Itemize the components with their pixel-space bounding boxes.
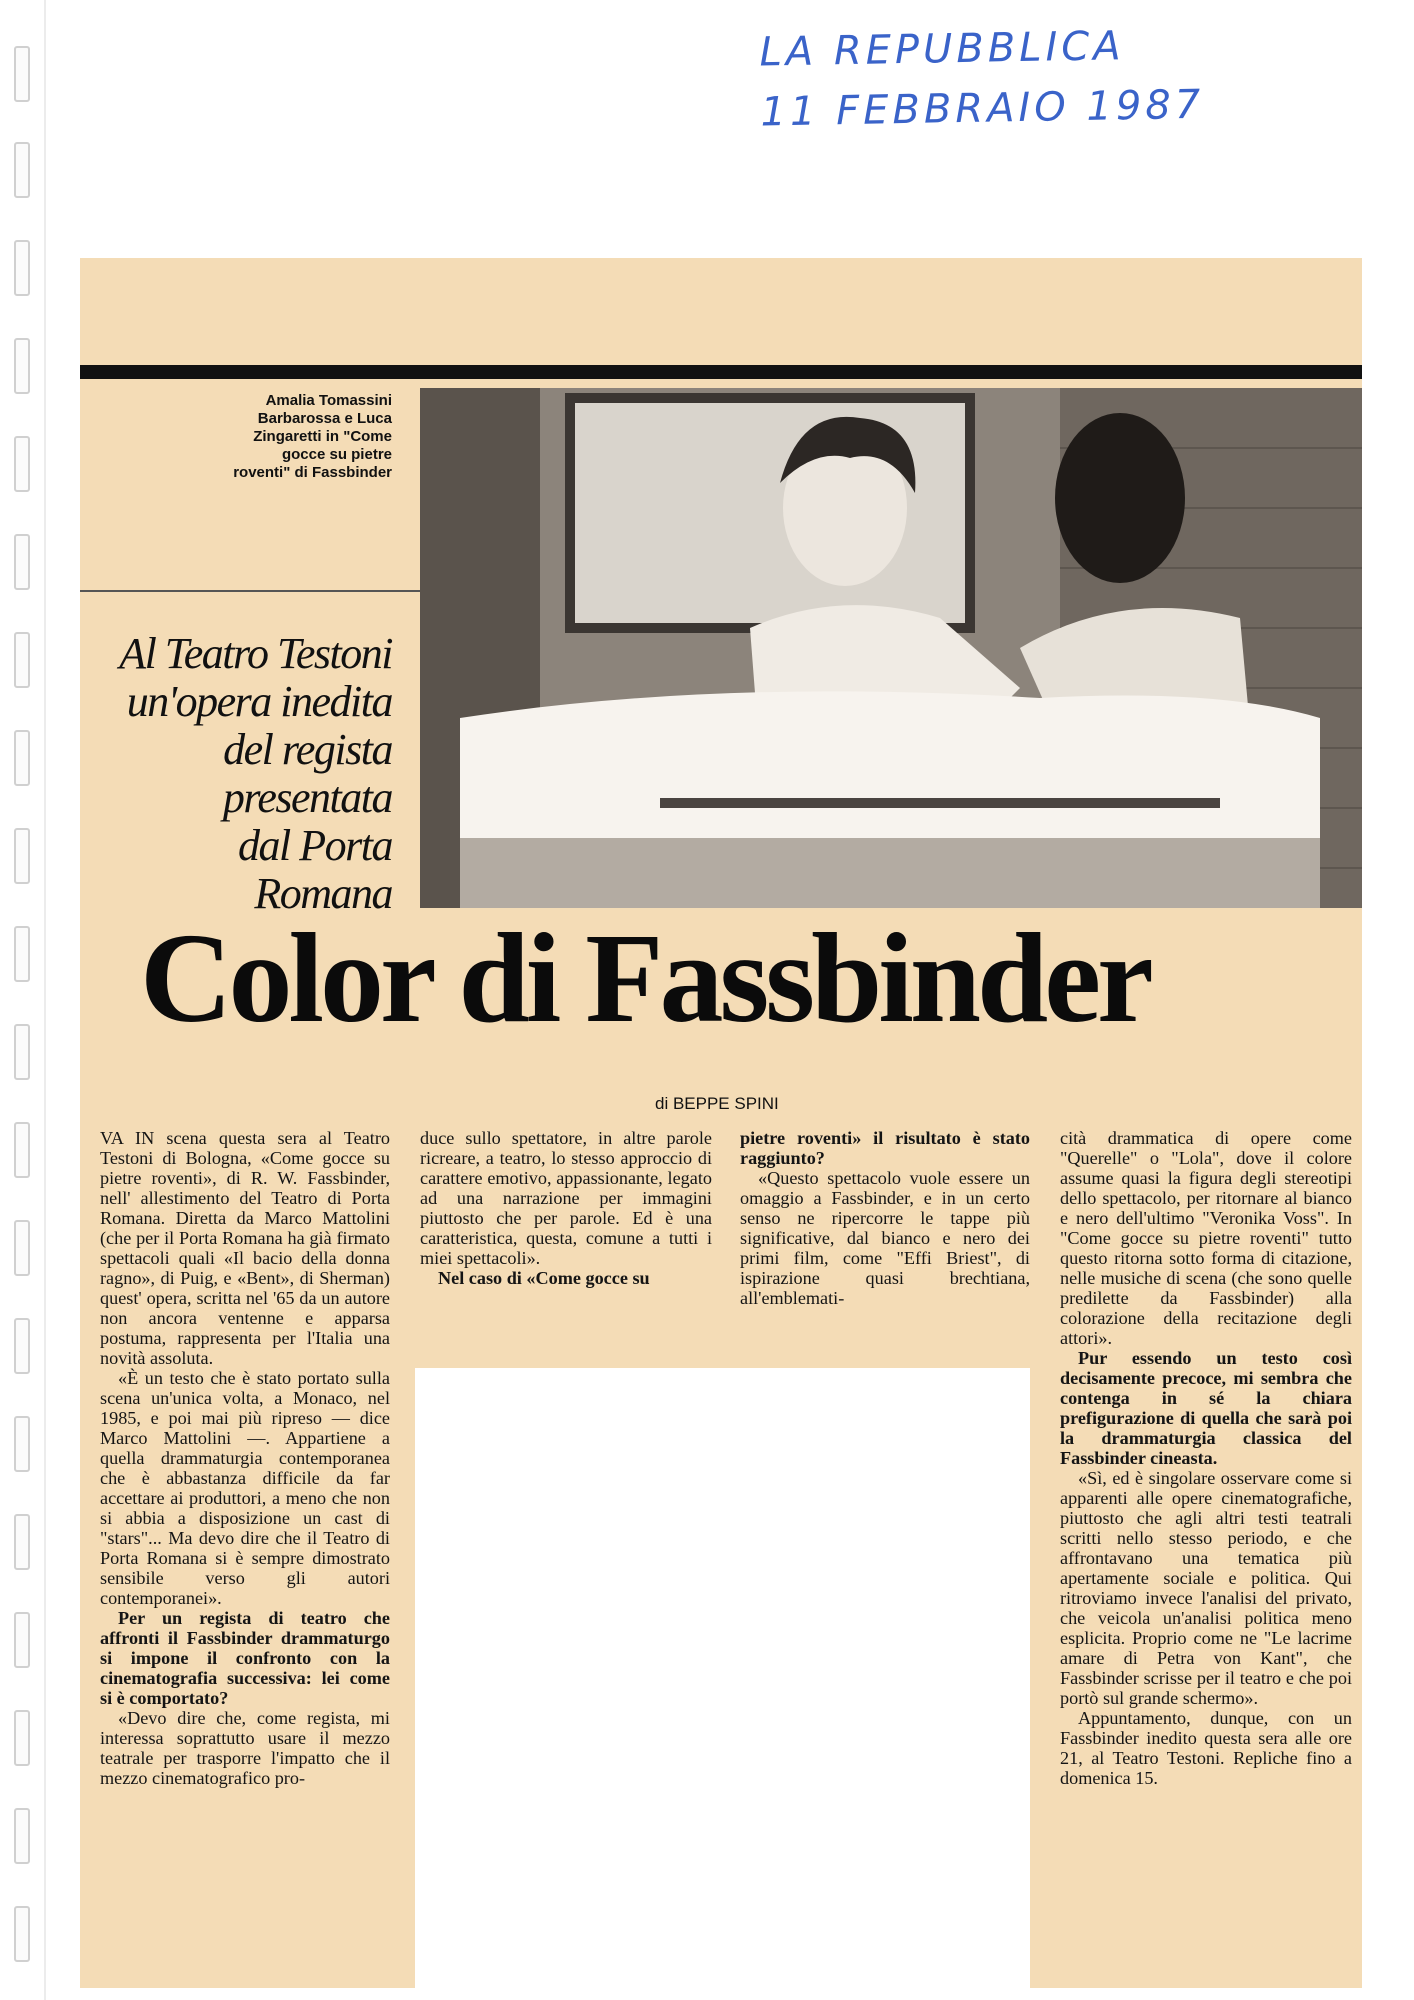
article-headline: Color di Fassbinder: [140, 907, 1150, 1049]
subhead-line: un'opera inedita: [126, 677, 392, 726]
binder-hole: [14, 1906, 30, 1962]
subhead-line: del regista: [223, 725, 392, 774]
paragraph: «È un testo che è stato portato sulla scena un'unica volta, a Monaco, nel 1985, e poi mai più ripreso — dice Marco Mattolini —. Appartiene a quella drammaturgia contemporanea che è abbastanza difficile da far accettare ai produttori, a meno che non si abbia a disposizione un cast di "stars"... Ma devo dire che il Teatro di Porta Romana si è sempre dimostrato sensibile verso gli autori contemporanei».: [100, 1368, 390, 1608]
binder-hole: [14, 1220, 30, 1276]
binder-hole: [14, 142, 30, 198]
caption-line: Amalia Tomassini: [265, 392, 392, 409]
paragraph: «Sì, ed è singolare osservare come si apparenti alle opere cinematografiche, piuttosto che agli altri testi teatrali scritti nello stesso periodo, e che affrontavano una tematica più apertamente sociale e politica. Qui ritroviamo invece l'analisi del privato, che veicola un'analisi politica meno esplicita. Proprio come ne "Le lacrime amare di Petra von Kant", che Fassbinder scrisse per il teatro e che poi portò sul grande schermo».: [1060, 1468, 1352, 1708]
paragraph: Appuntamento, dunque, con un Fassbinder inedito questa sera alle ore 21, al Teatro Testoni. Repliche fino a domenica 15.: [1060, 1708, 1352, 1788]
binder-hole: [14, 46, 30, 102]
paragraph: «Devo dire che, come regista, mi interessa soprattutto usare il mezzo teatrale per trasporre l'impatto che il mezzo cinematografico pro-: [100, 1708, 390, 1788]
stage-photo: [420, 388, 1362, 908]
handwritten-date: 11 FEBBRAIO 1987: [760, 81, 1205, 136]
binder-holes: [14, 0, 44, 2000]
binder-hole: [14, 1024, 30, 1080]
interview-question: Per un regista di teatro che affronti il Fassbinder drammaturgo si impone il confronto con la cinematografia successiva: lei come si è comportato?: [100, 1608, 390, 1708]
paragraph: VA IN scena questa sera al Teatro Testoni di Bologna, «Come gocce su pietre roventi», di R. W. Fassbinder, nell' allestimento del Teatro di Porta Romana. Diretta da Marco Mattolini (che per il Porta Romana ha già firmato spettacoli quali «Il bacio della donna ragno», di Puig, e «Bent», di Sherman) quest' opera, scritta nel '65 da un autore non ancora ventenne e apparsa postuma, rappresenta per l'Italia una novità assoluta.: [100, 1128, 390, 1368]
article-column-1: [100, 1128, 390, 1968]
binder-margin-line: [44, 0, 46, 2000]
subhead-line: Al Teatro Testoni: [119, 629, 392, 678]
photo-caption: [186, 392, 392, 482]
binder-hole: [14, 1514, 30, 1570]
paragraph: cità drammatica di opere come "Querelle" o "Lola", dove il colore assume quasi la figura degli stereotipi dello spettacolo, per ritornare al bianco e nero dell'ultimo "Veronika Voss". In "Come gocce su pietre roventi" tutto questo ritorna sotto forma di citazione, nelle musiche di scena (che sono quelle predilette da Fassbinder) alla colorazione della recitazione degli attori».: [1060, 1128, 1352, 1348]
article-column-2: [420, 1128, 712, 1348]
binder-hole: [14, 1416, 30, 1472]
article-column-4: [1060, 1128, 1352, 1968]
binder-hole: [14, 632, 30, 688]
binder-hole: [14, 240, 30, 296]
handwritten-source-note: [759, 13, 1281, 142]
binder-hole: [14, 1122, 30, 1178]
stage-photo-illustration: [420, 388, 1362, 908]
subhead-line: dal Porta Romana: [238, 821, 392, 918]
caption-rule: [80, 590, 420, 592]
subhead-line: presentata: [222, 773, 392, 822]
binder-hole: [14, 1612, 30, 1668]
binder-hole: [14, 1808, 30, 1864]
interview-question: Pur essendo un testo così decisamente precoce, mi sembra che contenga in sé la chiara prefigurazione di quella che sarà poi la drammaturgia classica del Fassbinder cineasta.: [1060, 1348, 1352, 1468]
caption-line: Zingaretti in "Come: [253, 428, 392, 445]
binder-hole: [14, 338, 30, 394]
caption-line: roventi" di Fassbinder: [233, 464, 392, 481]
paragraph: duce sullo spettatore, in altre parole ricreare, a teatro, lo stesso approccio di carattere emotivo, appassionante, legato ad una narrazione per immagini piuttosto che per parole. Ed è una caratteristica, questa, comune a tutti i miei spettacoli».: [420, 1128, 712, 1268]
interview-question: pietre roventi» il risultato è stato raggiunto?: [740, 1128, 1030, 1168]
top-rule: [80, 365, 1362, 379]
caption-line: gocce su pietre: [281, 446, 392, 463]
article-byline: di BEPPE SPINI: [655, 1094, 779, 1113]
binder-hole: [14, 436, 30, 492]
binder-hole: [14, 1710, 30, 1766]
article-subhead: [92, 630, 392, 918]
handwritten-newspaper-name: LA REPUBBLICA: [759, 23, 1125, 76]
binder-hole: [14, 730, 30, 786]
paragraph: «Questo spettacolo vuole essere un omaggio a Fassbinder, e in un certo senso ne ripercorre le tappe più significative, dal bianco e nero dei primi film, come "Effi Briest", di ispirazione quasi brechtiana, all'emblemati-: [740, 1168, 1030, 1308]
binder-hole: [14, 926, 30, 982]
binder-hole: [14, 828, 30, 884]
caption-line: Barbarossa e Luca: [257, 410, 392, 427]
interview-question: Nel caso di «Come gocce su: [438, 1268, 650, 1288]
binder-hole: [14, 1318, 30, 1374]
binder-hole: [14, 534, 30, 590]
cut-out-area: [415, 1368, 1030, 2000]
article-column-3: [740, 1128, 1030, 1348]
